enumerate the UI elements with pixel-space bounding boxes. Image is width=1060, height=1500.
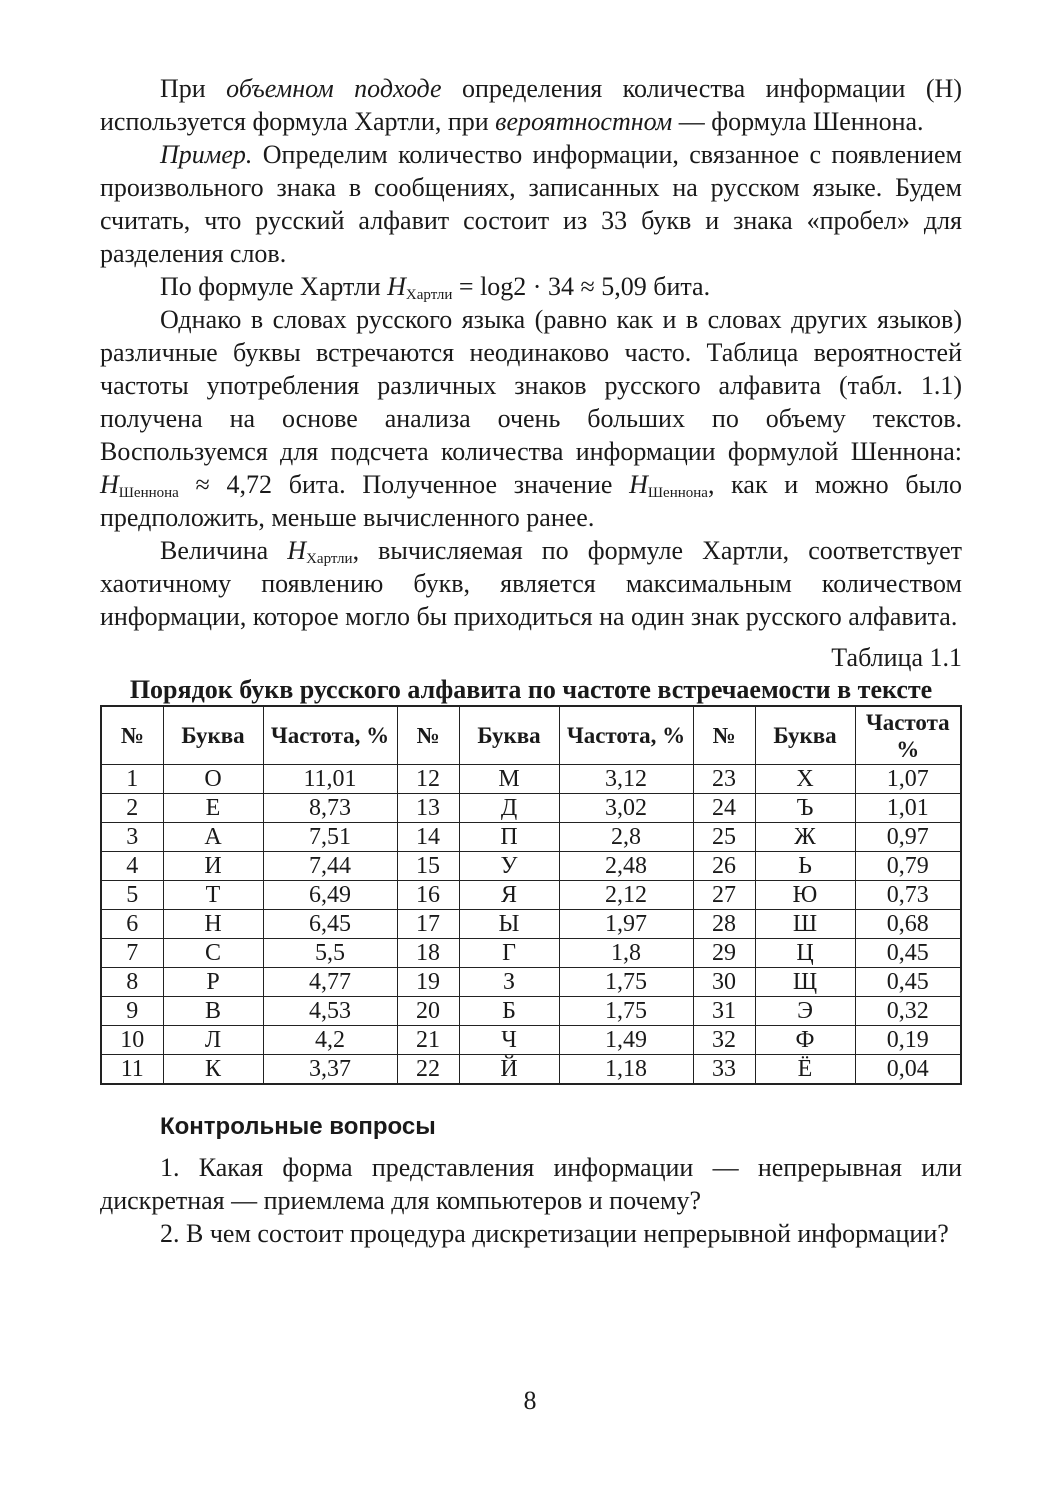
table-cell: 0,04 bbox=[855, 1055, 961, 1085]
table-cell: 7,51 bbox=[263, 823, 397, 852]
table-cell: 0,45 bbox=[855, 939, 961, 968]
paragraph-shannon: Однако в словах русского языка (равно как и в словах других языков) различные буквы встречаются неодинаково часто. Таблица вероятностей частоты употребления различных знаков русского алфавита (табл. 1.1) получена на основе анализа очень больших по объему текстов. Воспользуемся для подсчета количества информации формулой Шеннона: $H_{Шеннона} \approx 4,72$ бита. Полученное значение $H_{Шеннона}$, как и можно было предположить, меньше вычисленного ранее. bbox=[100, 305, 963, 532]
table-cell: З bbox=[459, 968, 559, 997]
table-cell: Т bbox=[163, 881, 263, 910]
paragraph-example: Пример. Определим количество информации, связанное с появлением произвольного знака в сообщениях, записанных на русском языке. Будем считать, что русский алфавит состоит из 33 букв и знака «пробел» для разделения слов. bbox=[100, 140, 962, 268]
table-cell: 4 bbox=[101, 852, 163, 881]
table-cell: Д bbox=[459, 794, 559, 823]
table-cell: 33 bbox=[693, 1055, 755, 1085]
table-cell: 16 bbox=[397, 881, 459, 910]
table-cell: В bbox=[163, 997, 263, 1026]
table-cell: Ц bbox=[755, 939, 855, 968]
paragraph-hartley-max: Величина $H_{Хартли}$, вычисляемая по формуле Хартли, соответствует хаотичному появлению букв, является максимальным количеством информации, которое могло бы приходиться на один знак русского алфавита. bbox=[100, 536, 963, 631]
table-cell: Ъ bbox=[755, 794, 855, 823]
table-cell: 13 bbox=[397, 794, 459, 823]
questions-heading: Контрольные вопросы bbox=[160, 1113, 436, 1140]
table-cell: О bbox=[163, 765, 263, 794]
table-cell: У bbox=[459, 852, 559, 881]
table-cell: Е bbox=[163, 794, 263, 823]
table-cell: 29 bbox=[693, 939, 755, 968]
table-cell: 6,45 bbox=[263, 910, 397, 939]
table-row bbox=[101, 765, 961, 794]
table-cell: 1 bbox=[101, 765, 163, 794]
table-cell: 0,45 bbox=[855, 968, 961, 997]
table-cell: 7 bbox=[101, 939, 163, 968]
table-cell: Б bbox=[459, 997, 559, 1026]
table-cell: 0,97 bbox=[855, 823, 961, 852]
table-header-row bbox=[101, 706, 961, 765]
table-cell: 2,12 bbox=[559, 881, 693, 910]
table-cell: Я bbox=[459, 881, 559, 910]
table-header-cell: Буква bbox=[755, 706, 855, 765]
table-header-cell: Буква bbox=[163, 706, 263, 765]
table-row bbox=[101, 852, 961, 881]
table-cell: 11,01 bbox=[263, 765, 397, 794]
table-body bbox=[101, 765, 961, 1085]
table-cell: Н bbox=[163, 910, 263, 939]
table-cell: А bbox=[163, 823, 263, 852]
question-item: 1. Какая форма представления информации — непрерывная или дискретная — приемлема для компьютеров и почему? bbox=[100, 1153, 962, 1215]
table-cell: 25 bbox=[693, 823, 755, 852]
table-cell: 6 bbox=[101, 910, 163, 939]
table-cell: 8 bbox=[101, 968, 163, 997]
table-label: Таблица 1.1 bbox=[831, 643, 962, 672]
table-header-cell: Буква bbox=[459, 706, 559, 765]
page-number: 8 bbox=[523, 1386, 537, 1415]
table-cell: С bbox=[163, 939, 263, 968]
table-cell: 30 bbox=[693, 968, 755, 997]
table-cell: 1,75 bbox=[559, 968, 693, 997]
table-cell: 10 bbox=[101, 1026, 163, 1055]
table-cell: 31 bbox=[693, 997, 755, 1026]
table-cell: 3,02 bbox=[559, 794, 693, 823]
table-cell: 26 bbox=[693, 852, 755, 881]
table-row bbox=[101, 968, 961, 997]
table-cell: 0,79 bbox=[855, 852, 961, 881]
table-cell: 11 bbox=[101, 1055, 163, 1085]
paragraph-approaches: При объемном подходе определения количества информации (Н) используется формула Хартли, при вероятностном — формула Шеннона. bbox=[100, 74, 962, 136]
table-cell: Ё bbox=[755, 1055, 855, 1085]
question-item: 2. В чем состоит процедура дискретизации непрерывной информации? bbox=[160, 1219, 949, 1248]
table-cell: 1,01 bbox=[855, 794, 961, 823]
table-cell: 1,75 bbox=[559, 997, 693, 1026]
table-cell: 28 bbox=[693, 910, 755, 939]
table-cell: 1,49 bbox=[559, 1026, 693, 1055]
table-cell: Э bbox=[755, 997, 855, 1026]
table-cell: 5,5 bbox=[263, 939, 397, 968]
table-row bbox=[101, 1026, 961, 1055]
table-title: Порядок букв русского алфавита по частоте встречаемости в тексте bbox=[129, 675, 933, 704]
table-cell: Ж bbox=[755, 823, 855, 852]
table-cell: 23 bbox=[693, 765, 755, 794]
table-cell: 1,8 bbox=[559, 939, 693, 968]
table-row bbox=[101, 881, 961, 910]
table-cell: 1,97 bbox=[559, 910, 693, 939]
table-cell: 21 bbox=[397, 1026, 459, 1055]
table-cell: 14 bbox=[397, 823, 459, 852]
table-cell: 15 bbox=[397, 852, 459, 881]
table-cell: 1,18 bbox=[559, 1055, 693, 1085]
table-cell: М bbox=[459, 765, 559, 794]
table-cell: 8,73 bbox=[263, 794, 397, 823]
table-cell: 0,68 bbox=[855, 910, 961, 939]
page-content bbox=[100, 72, 962, 1250]
table-header-cell: № bbox=[101, 706, 163, 765]
table-cell: Ч bbox=[459, 1026, 559, 1055]
table-cell: 12 bbox=[397, 765, 459, 794]
table-cell: Л bbox=[163, 1026, 263, 1055]
table-cell: 0,19 bbox=[855, 1026, 961, 1055]
table-cell: 4,2 bbox=[263, 1026, 397, 1055]
table-header-cell: Частота, % bbox=[263, 706, 397, 765]
table-row bbox=[101, 794, 961, 823]
table-header-cell: № bbox=[693, 706, 755, 765]
table-cell: 0,73 bbox=[855, 881, 961, 910]
table-cell: 3 bbox=[101, 823, 163, 852]
table-row bbox=[101, 997, 961, 1026]
table-row bbox=[101, 1055, 961, 1085]
table-cell: 32 bbox=[693, 1026, 755, 1055]
table-cell: 3,37 bbox=[263, 1055, 397, 1085]
table-cell: Ю bbox=[755, 881, 855, 910]
table-cell: 27 bbox=[693, 881, 755, 910]
table-cell: Ь bbox=[755, 852, 855, 881]
table-header-cell: № bbox=[397, 706, 459, 765]
table-cell: 2,8 bbox=[559, 823, 693, 852]
table-cell: 4,53 bbox=[263, 997, 397, 1026]
frequency-table bbox=[100, 705, 962, 1085]
table-row bbox=[101, 939, 961, 968]
table-cell: 9 bbox=[101, 997, 163, 1026]
table-row bbox=[101, 910, 961, 939]
table-cell: 2 bbox=[101, 794, 163, 823]
table-cell: 20 bbox=[397, 997, 459, 1026]
table-cell: 6,49 bbox=[263, 881, 397, 910]
table-cell: Й bbox=[459, 1055, 559, 1085]
table-cell: Г bbox=[459, 939, 559, 968]
table-cell: Х bbox=[755, 765, 855, 794]
table-cell: Ф bbox=[755, 1026, 855, 1055]
table-cell: 7,44 bbox=[263, 852, 397, 881]
table-cell: 22 bbox=[397, 1055, 459, 1085]
table-cell: Р bbox=[163, 968, 263, 997]
table-cell: 0,32 bbox=[855, 997, 961, 1026]
table-cell: Ы bbox=[459, 910, 559, 939]
table-cell: 2,48 bbox=[559, 852, 693, 881]
table-row bbox=[101, 823, 961, 852]
table-cell: И bbox=[163, 852, 263, 881]
table-cell: К bbox=[163, 1055, 263, 1085]
table-cell: 19 bbox=[397, 968, 459, 997]
table-cell: 24 bbox=[693, 794, 755, 823]
table-cell: Ш bbox=[755, 910, 855, 939]
table-cell: Щ bbox=[755, 968, 855, 997]
table-header-cell: Частота % bbox=[855, 706, 961, 765]
table-cell: 4,77 bbox=[263, 968, 397, 997]
table-cell: 3,12 bbox=[559, 765, 693, 794]
table-cell: 18 bbox=[397, 939, 459, 968]
table-cell: П bbox=[459, 823, 559, 852]
table-cell: 1,07 bbox=[855, 765, 961, 794]
table-cell: 17 bbox=[397, 910, 459, 939]
table-header-cell: Частота, % bbox=[559, 706, 693, 765]
paragraph-hartley-formula: По формуле Хартли $H_{Хартли} = \log 2 \cdot 34 \approx 5,09$ бита. bbox=[160, 272, 711, 303]
table-cell: 5 bbox=[101, 881, 163, 910]
